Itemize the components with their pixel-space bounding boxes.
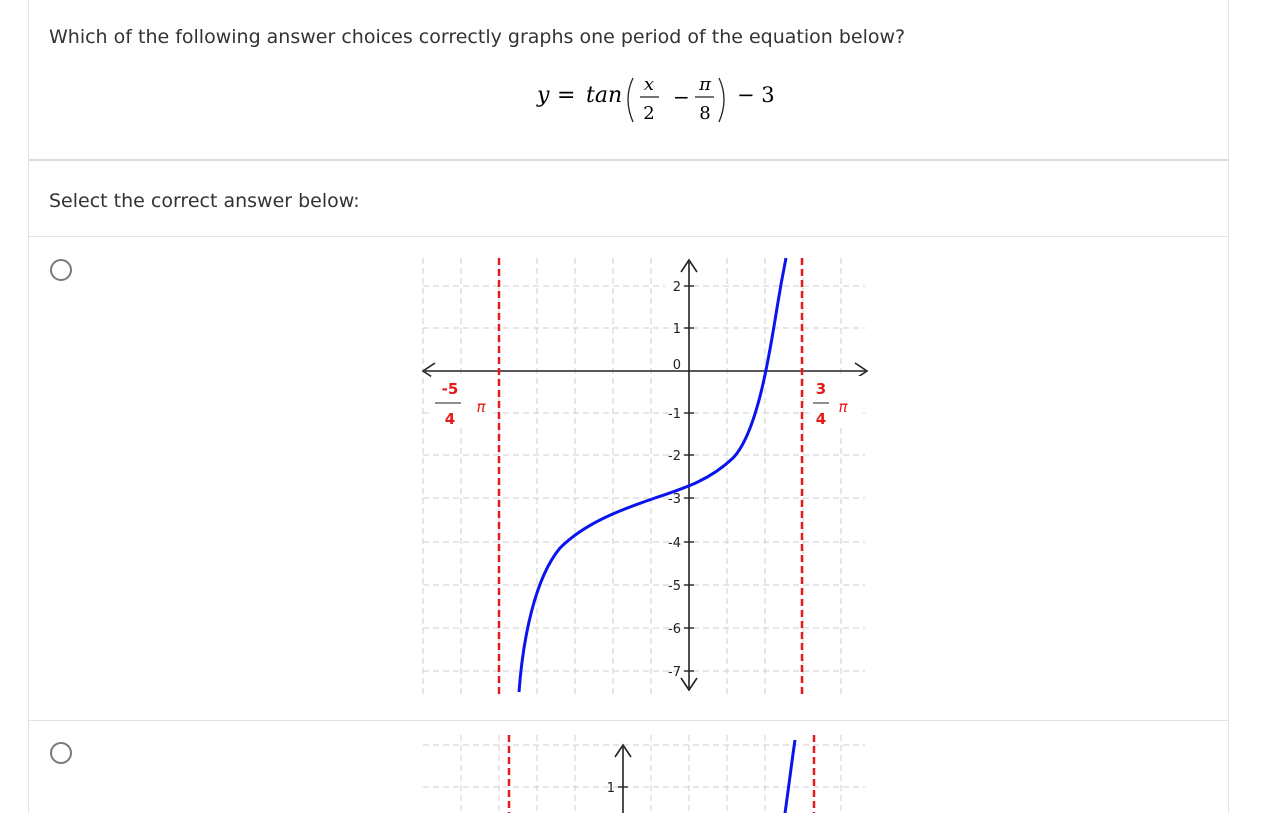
- y-tick-label: 1: [606, 781, 615, 796]
- frac2-numerator: π: [699, 74, 711, 95]
- y-tick-label: 1: [672, 322, 681, 337]
- divider: [29, 159, 1228, 161]
- frac2-denominator: 8: [699, 103, 711, 124]
- label-denominator: 4: [444, 410, 456, 428]
- y-tick-label: -1: [668, 407, 681, 422]
- label-numerator: 3: [815, 380, 827, 398]
- left-asymptote-label: [431, 376, 491, 428]
- grid: [423, 735, 865, 813]
- close-paren: [719, 78, 724, 122]
- question-card: [28, 0, 1229, 813]
- label-numerator: -5: [441, 380, 459, 398]
- label-pi: π: [838, 398, 848, 416]
- frac1-denominator: 2: [643, 103, 655, 124]
- label-denominator: 4: [815, 410, 827, 428]
- y-tick-label: -4: [668, 536, 681, 551]
- question-text: Which of the following answer choices correctly graphs one period of the equation below?: [49, 26, 906, 48]
- y-tick-label: -2: [668, 449, 681, 464]
- right-asymptote-label: [809, 376, 861, 428]
- grid: [423, 258, 865, 694]
- y-tick-label: 2: [672, 280, 681, 295]
- answer-prompt: Select the correct answer below:: [49, 190, 360, 212]
- open-paren: [628, 78, 633, 122]
- y-tick-label: 0: [672, 358, 681, 373]
- y-tick-label: -5: [668, 579, 681, 594]
- label-pi: π: [476, 398, 486, 416]
- answer-option-2-graph[interactable]: [395, 735, 875, 813]
- equation-lhs: y: [537, 83, 550, 108]
- equation-tail: − 3: [737, 83, 775, 107]
- frac1-numerator: x: [643, 74, 655, 95]
- equation: [509, 68, 809, 130]
- y-tick-labels: [665, 277, 681, 680]
- y-axis: [615, 745, 631, 813]
- tangent-curve: [785, 740, 795, 813]
- answer-option-2-radio[interactable]: [50, 742, 72, 764]
- answer-option-1-radio[interactable]: [50, 259, 72, 281]
- y-tick-label: -3: [668, 492, 681, 507]
- divider: [29, 720, 1228, 721]
- y-tick-label: -6: [668, 622, 681, 637]
- divider: [29, 236, 1228, 237]
- equation-minus: −: [673, 85, 690, 109]
- answer-option-1-graph[interactable]: [395, 248, 875, 694]
- tangent-curve: [519, 258, 786, 692]
- y-axis: [681, 260, 697, 690]
- equation-func: tan: [586, 83, 623, 108]
- equation-equals: =: [557, 83, 576, 108]
- y-tick-label: -7: [668, 665, 681, 680]
